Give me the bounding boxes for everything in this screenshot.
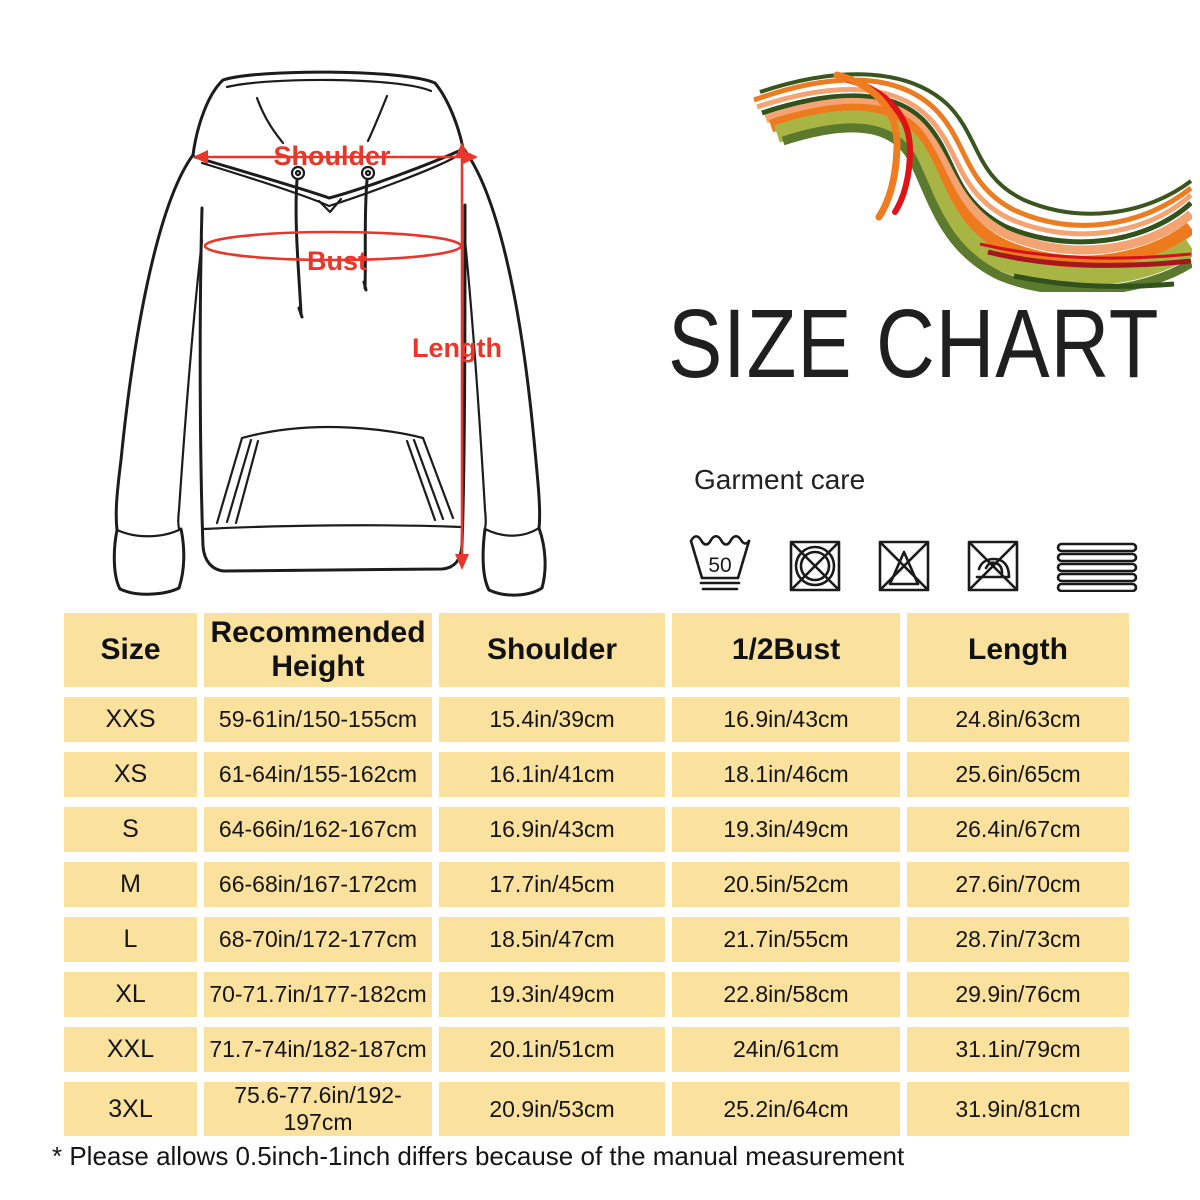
cell-size: XS bbox=[64, 752, 197, 797]
cell-bust: 16.9in/43cm bbox=[672, 697, 900, 742]
cell-shoulder: 20.9in/53cm bbox=[439, 1082, 665, 1136]
cell-height: 70-71.7in/177-182cm bbox=[204, 972, 432, 1017]
length-arrow-up bbox=[455, 142, 469, 158]
dry-flat-icon bbox=[1056, 542, 1138, 592]
cell-length: 25.6in/65cm bbox=[907, 752, 1129, 797]
wash-temp-label: 50 bbox=[708, 554, 732, 577]
cell-size: XXS bbox=[64, 697, 197, 742]
cell-shoulder: 16.1in/41cm bbox=[439, 752, 665, 797]
cell-bust: 18.1in/46cm bbox=[672, 752, 900, 797]
cell-length: 31.1in/79cm bbox=[907, 1027, 1129, 1072]
table-row bbox=[64, 1027, 1129, 1072]
cell-height: 71.7-74in/182-187cm bbox=[204, 1027, 432, 1072]
do-not-iron-icon bbox=[967, 540, 1019, 592]
cell-bust: 21.7in/55cm bbox=[672, 917, 900, 962]
cell-length: 24.8in/63cm bbox=[907, 697, 1129, 742]
table-row bbox=[64, 697, 1129, 742]
do-not-bleach-icon bbox=[878, 540, 930, 592]
col-header-height: Recommended Height bbox=[204, 613, 432, 687]
do-not-tumble-dry-icon bbox=[789, 540, 841, 592]
cell-height: 66-68in/167-172cm bbox=[204, 862, 432, 907]
col-header-bust: 1/2Bust bbox=[672, 613, 900, 687]
machine-wash-50-icon bbox=[688, 528, 752, 592]
table-header-row bbox=[64, 613, 1129, 687]
cell-shoulder: 17.7in/45cm bbox=[439, 862, 665, 907]
pocket bbox=[217, 427, 453, 523]
table-row bbox=[64, 972, 1129, 1017]
cell-bust: 25.2in/64cm bbox=[672, 1082, 900, 1136]
cell-bust: 19.3in/49cm bbox=[672, 807, 900, 852]
garment-care-heading: Garment care bbox=[694, 464, 866, 495]
cell-bust: 24in/61cm bbox=[672, 1027, 900, 1072]
cell-shoulder: 20.1in/51cm bbox=[439, 1027, 665, 1072]
cell-shoulder: 16.9in/43cm bbox=[439, 807, 665, 852]
cell-size: M bbox=[64, 862, 197, 907]
cell-length: 29.9in/76cm bbox=[907, 972, 1129, 1017]
table-row bbox=[64, 1082, 1129, 1136]
cell-length: 31.9in/81cm bbox=[907, 1082, 1129, 1136]
bust-label: Bust bbox=[307, 246, 367, 276]
col-header-size: Size bbox=[64, 613, 197, 687]
swoosh-graphic bbox=[752, 40, 1192, 292]
table-row bbox=[64, 807, 1129, 852]
cell-height: 59-61in/150-155cm bbox=[204, 697, 432, 742]
table-row bbox=[64, 752, 1129, 797]
page-title: SIZE CHART bbox=[668, 289, 1160, 398]
cell-shoulder: 19.3in/49cm bbox=[439, 972, 665, 1017]
measurement-annotations bbox=[193, 141, 502, 570]
cell-length: 26.4in/67cm bbox=[907, 807, 1129, 852]
col-header-length: Length bbox=[907, 613, 1129, 687]
cell-height: 68-70in/172-177cm bbox=[204, 917, 432, 962]
cell-length: 28.7in/73cm bbox=[907, 917, 1129, 962]
cell-height: 64-66in/162-167cm bbox=[204, 807, 432, 852]
garment-care-icons bbox=[688, 528, 1138, 592]
table-row bbox=[64, 917, 1129, 962]
cell-size: XXL bbox=[64, 1027, 197, 1072]
cell-height: 75.6-77.6in/192-197cm bbox=[204, 1082, 432, 1136]
cell-length: 27.6in/70cm bbox=[907, 862, 1129, 907]
cell-height: 61-64in/155-162cm bbox=[204, 752, 432, 797]
measurement-footnote: * Please allows 0.5inch-1inch differs because of the manual measurement bbox=[52, 1141, 905, 1171]
size-table bbox=[57, 603, 1136, 1146]
cell-size: 3XL bbox=[64, 1082, 197, 1136]
cell-shoulder: 15.4in/39cm bbox=[439, 697, 665, 742]
shoulder-label: Shoulder bbox=[273, 141, 391, 171]
cell-size: S bbox=[64, 807, 197, 852]
table-row bbox=[64, 862, 1129, 907]
length-label: Length bbox=[412, 333, 502, 363]
cell-size: L bbox=[64, 917, 197, 962]
shoulder-arrow-left bbox=[193, 150, 208, 164]
col-header-shoulder: Shoulder bbox=[439, 613, 665, 687]
cell-bust: 20.5in/52cm bbox=[672, 862, 900, 907]
hoodie-diagram bbox=[105, 40, 585, 600]
cell-bust: 22.8in/58cm bbox=[672, 972, 900, 1017]
cell-shoulder: 18.5in/47cm bbox=[439, 917, 665, 962]
cell-size: XL bbox=[64, 972, 197, 1017]
